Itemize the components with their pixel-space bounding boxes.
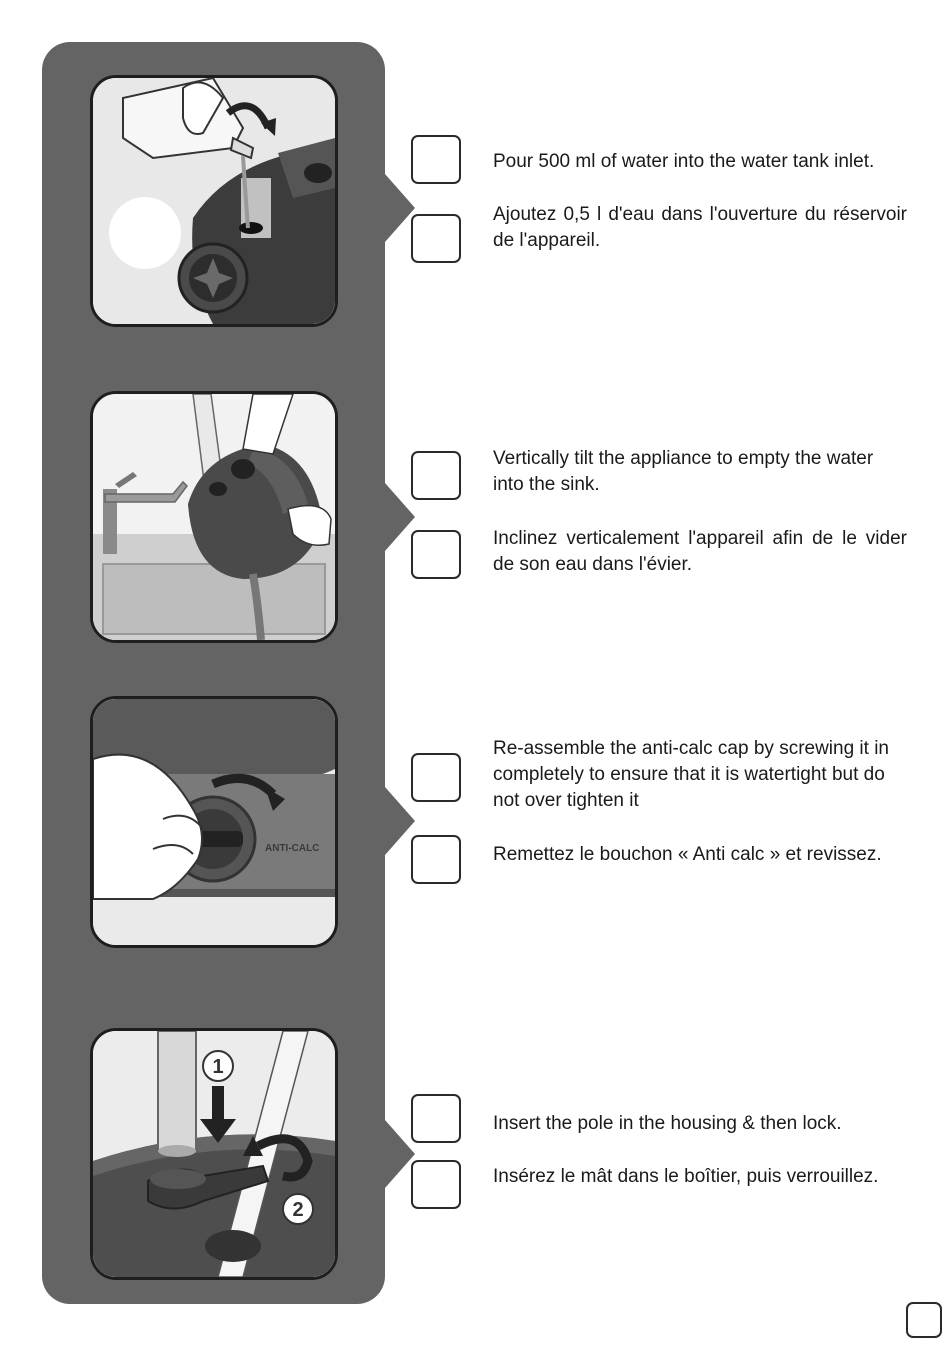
step-2-text-en: Vertically tilt the appliance to empty the water into the sink.: [493, 448, 874, 495]
step-1-text-fr: Ajoutez 0,5 l d'eau dans l'ouverture du réservoir de l'appareil.: [493, 204, 907, 251]
step-number-1: 1: [212, 1056, 224, 1078]
step-2-text-fr: Inclinez verticalement l'appareil afin de le vider de son eau dans l'évier.: [493, 528, 907, 575]
checkbox-step-2-fr[interactable]: [411, 530, 461, 579]
step-number-2: 2: [292, 1199, 304, 1221]
step-4-text-en: Insert the pole in the housing & then lock.: [493, 1113, 842, 1134]
anti-calc-label: ANTI-CALC: [265, 843, 320, 854]
step-4-text-fr: Insérez le mât dans le boîtier, puis verrouillez.: [493, 1166, 879, 1187]
illustration-pour-water: [90, 75, 338, 327]
checkbox-step-1-fr[interactable]: [411, 214, 461, 263]
illustration-anti-calc-cap: [90, 696, 338, 948]
page-number-box: [906, 1302, 942, 1338]
illustration-tilt-sink: [90, 391, 338, 643]
step-1-text-en: Pour 500 ml of water into the water tank inlet.: [493, 151, 875, 172]
step-3-text-fr: Remettez le bouchon « Anti calc » et revissez.: [493, 844, 882, 865]
illustration-insert-pole: [90, 1028, 338, 1280]
checkbox-step-3-fr[interactable]: [411, 835, 461, 884]
checkbox-step-3-en[interactable]: [411, 753, 461, 802]
checkbox-step-4-en[interactable]: [411, 1094, 461, 1143]
checkbox-step-4-fr[interactable]: [411, 1160, 461, 1209]
step-3-text-en: Re-assemble the anti-calc cap by screwing it in completely to ensure that it is watertight but do not over tighten it: [493, 738, 890, 811]
checkbox-step-1-en[interactable]: [411, 135, 461, 184]
checkbox-step-2-en[interactable]: [411, 451, 461, 500]
